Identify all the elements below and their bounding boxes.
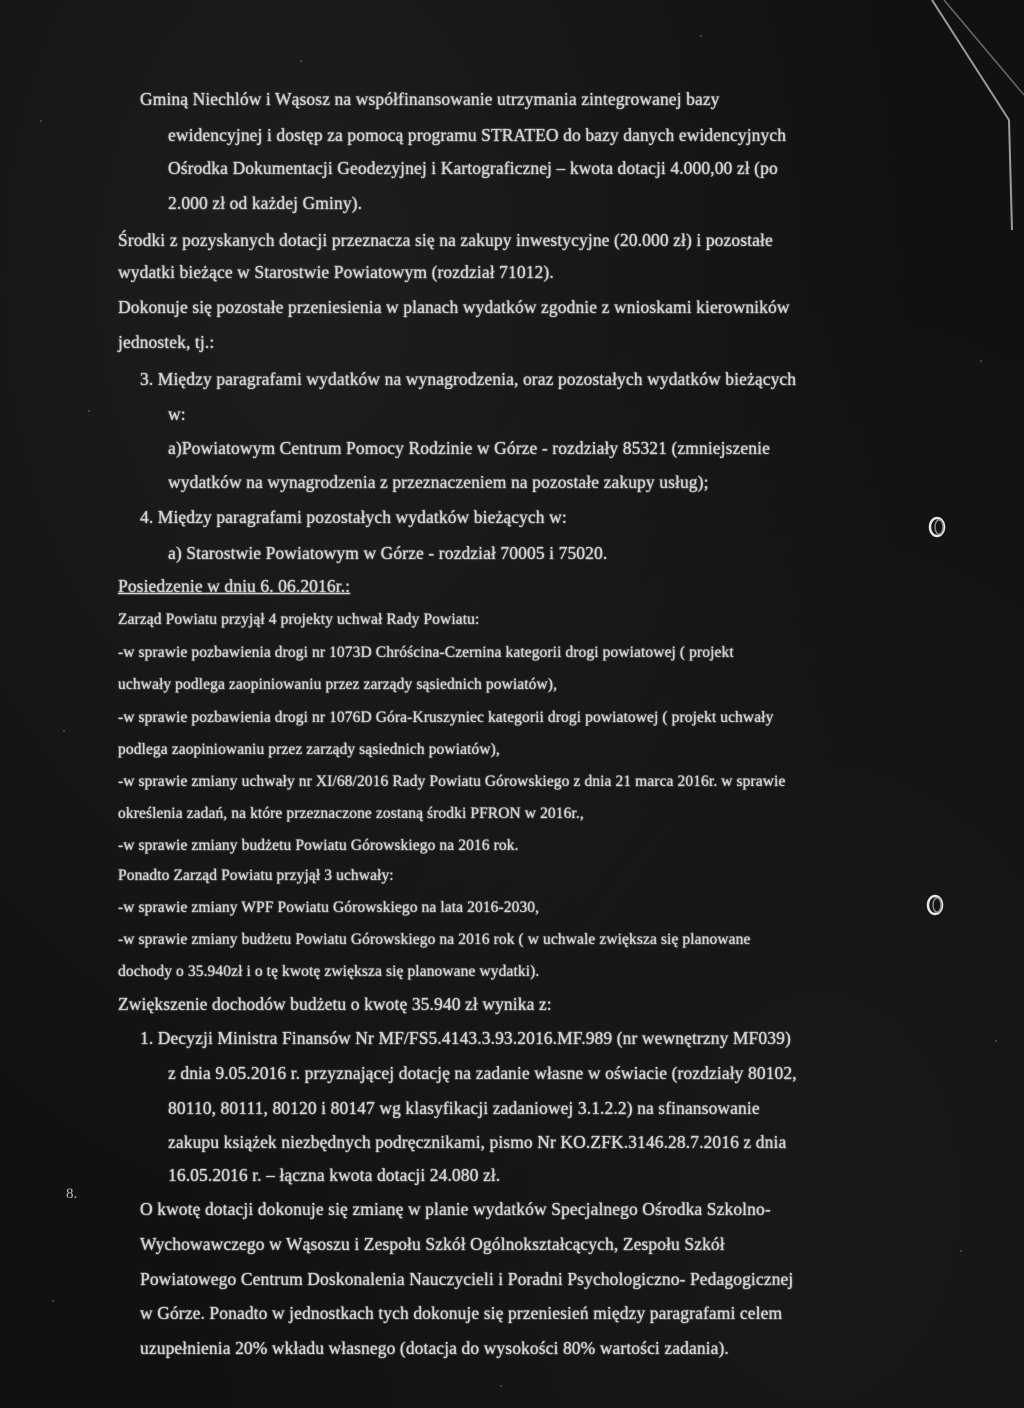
list-item: -w sprawie zmiany uchwały nr XI/68/2016 Rady Powiatu Górowskiego z dnia 21 marca 2016r. w sprawie	[118, 773, 786, 790]
text-line: Zwiększenie dochodów budżetu o kwotę 35.940 zł wynika z:	[118, 994, 552, 1014]
list-item: a)Powiatowym Centrum Pomocy Rodzinie w Górze - rozdziały 85321 (zmniejszenie	[168, 438, 770, 458]
text-line: określenia zadań, na które przeznaczone zostaną środki PFRON w 2016r.,	[118, 805, 584, 822]
text-line: Środki z pozyskanych dotacji przeznacza się na zakupy inwestycyjne (20.000 zł) i pozostałe	[118, 230, 773, 250]
text-line: w:	[168, 404, 186, 424]
text-line: w Górze. Ponadto w jednostkach tych dokonuje się przeniesień między paragrafami celem	[140, 1303, 783, 1323]
text-line: Powiatowego Centrum Doskonalenia Nauczycieli i Poradni Psychologiczno- Pedagogicznej	[140, 1269, 794, 1289]
punch-hole-icon	[924, 892, 946, 918]
text-line: Wychowawczego w Wąsoszu i Zespołu Szkół Ogólnokształcących, Zespołu Szkół	[140, 1234, 725, 1254]
text-line: uchwały podlega zaopiniowaniu przez zarządy sąsiednich powiatów),	[118, 676, 558, 693]
list-item: a) Starostwie Powiatowym w Górze - rozdział 70005 i 75020.	[168, 543, 608, 563]
text-line: wydatków na wynagrodzenia z przeznaczeniem na pozostałe zakupy usług);	[168, 472, 709, 492]
text-line: O kwotę dotacji dokonuje się zmianę w planie wydatków Specjalnego Ośrodka Szkolno-	[140, 1199, 771, 1219]
text-line: z dnia 9.05.2016 r. przyznającej dotację na zadanie własne w oświacie (rozdziały 80102,	[168, 1063, 797, 1083]
text-line: wydatki bieżące w Starostwie Powiatowym (rozdział 71012).	[118, 262, 554, 282]
list-item: -w sprawie zmiany budżetu Powiatu Górowskiego na 2016 rok.	[118, 837, 519, 854]
text-line: podlega zaopiniowaniu przez zarządy sąsiednich powiatów),	[118, 741, 500, 758]
list-item: -w sprawie pozbawienia drogi nr 1076D Góra-Kruszyniec kategorii drogi powiatowej ( projekt uchwały	[118, 709, 774, 726]
text-line: 2.000 zł od każdej Gminy).	[168, 193, 363, 213]
text-line: jednostek, tj.:	[118, 332, 215, 352]
text-line: ewidencyjnej i dostęp za pomocą programu STRATEO do bazy danych ewidencyjnych	[168, 125, 787, 145]
punch-hole-icon	[926, 514, 948, 540]
section-heading: Posiedzenie w dniu 6. 06.2016r.:	[118, 576, 351, 596]
margin-annotation: 8.	[66, 1186, 78, 1202]
text-line: Gminą Niechlów i Wąsosz na współfinansowanie utrzymania zintegrowanej bazy	[140, 89, 720, 109]
text-line: Dokonuje się pozostałe przeniesienia w planach wydatków zgodnie z wnioskami kierowników	[118, 297, 790, 317]
list-item: -w sprawie pozbawienia drogi nr 1073D Chróścina-Czernina kategorii drogi powiatowej ( projekt	[118, 644, 734, 661]
text-line: Ośrodka Dokumentacji Geodezyjnej i Kartograficznej – kwota dotacji 4.000,00 zł (po	[168, 158, 778, 178]
text-line: 16.05.2016 r. – łączna kwota dotacji 24.080 zł.	[168, 1165, 501, 1185]
text-line: 80110, 80111, 80120 i 80147 wg klasyfikacji zadaniowej 3.1.2.2) na sfinansowanie	[168, 1098, 760, 1118]
list-item: -w sprawie zmiany budżetu Powiatu Górowskiego na 2016 rok ( w uchwale zwiększa się planowane	[118, 931, 751, 948]
text-line: Zarząd Powiatu przyjął 4 projekty uchwał Rady Powiatu:	[118, 611, 480, 628]
text-line: dochody o 35.940zł i o tę kwotę zwiększa się planowane wydatki).	[118, 963, 540, 980]
text-line: uzupełnienia 20% wkładu własnego (dotacja do wysokości 80% wartości zadania).	[140, 1338, 729, 1358]
list-item: -w sprawie zmiany WPF Powiatu Górowskiego na lata 2016-2030,	[118, 899, 540, 916]
text-line: zakupu książek niezbędnych podręcznikami, pismo Nr KO.ZFK.3146.28.7.2016 z dnia	[168, 1132, 787, 1152]
text-line: Ponadto Zarząd Powiatu przyjął 3 uchwały:	[118, 867, 394, 884]
list-item: 3. Między paragrafami wydatków na wynagrodzenia, oraz pozostałych wydatków bieżących	[140, 369, 797, 389]
page-corner-fold	[914, 0, 1024, 230]
list-item: 4. Między paragrafami pozostałych wydatków bieżących w:	[140, 507, 567, 527]
list-item: 1. Decyzji Ministra Finansów Nr MF/FS5.4143.3.93.2016.MF.989 (nr wewnętrzny MF039)	[140, 1028, 791, 1048]
